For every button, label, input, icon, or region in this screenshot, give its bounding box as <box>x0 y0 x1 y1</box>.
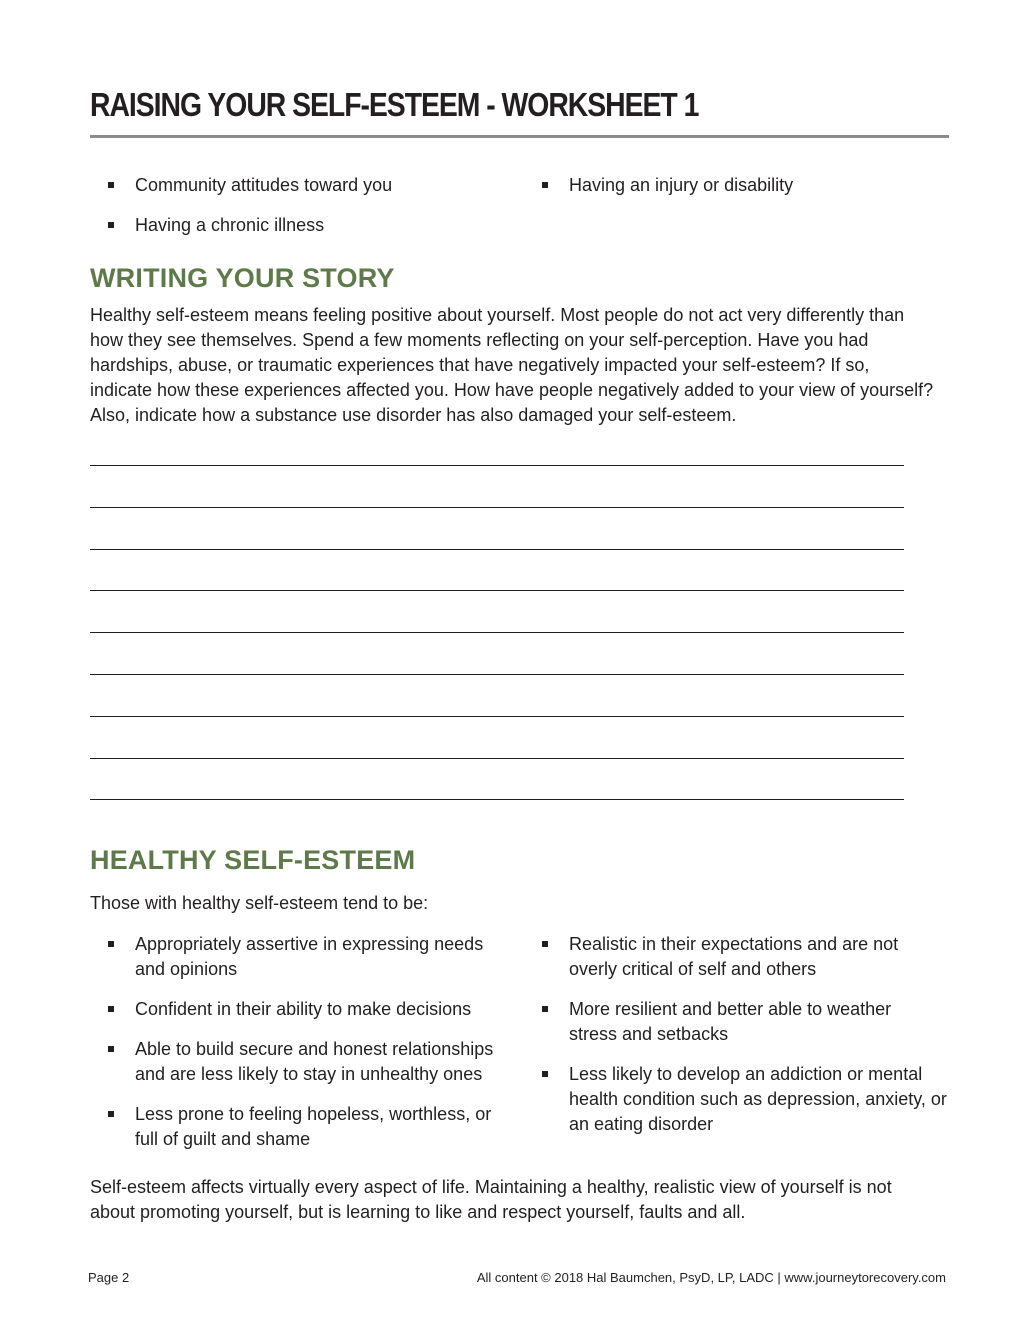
bullet-square-icon <box>542 1071 548 1077</box>
writing-story-instructions: Healthy self-esteem means feeling positive about yourself. Most people do not act very differently than how they see themselves. Spend a few moments reflecting on your self-perception. Have you had hardships, abuse, or traumatic experiences that have negatively impacted your self-esteem? If so, indicate how these experiences affected you. How have people negatively added to your view of yourself? Also, indicate how a substance use disorder has also damaged your self-esteem. <box>90 305 934 425</box>
bullet-square-icon <box>108 941 114 947</box>
writing-line[interactable] <box>90 799 904 800</box>
bullet-square-icon <box>108 1006 114 1012</box>
bullet-square-icon <box>542 182 548 188</box>
writing-line[interactable] <box>90 549 904 550</box>
bullet-square-icon <box>542 941 548 947</box>
page-number: Page 2 <box>88 1270 130 1285</box>
writing-line[interactable] <box>90 590 904 591</box>
footer-credit: All content © 2018 Hal Baumchen, PsyD, LP, LADC | www.journeytorecovery.com <box>476 1270 946 1285</box>
bullet-square-icon <box>108 182 114 188</box>
writing-line[interactable] <box>90 758 904 759</box>
bullet-square-icon <box>542 1006 548 1012</box>
worksheet-title: RAISING YOUR SELF-ESTEEM - WORKSHEET 1 <box>90 86 699 123</box>
writing-line[interactable] <box>90 465 904 466</box>
closing-paragraph: Self-esteem affects virtually every aspect of life. Maintaining a healthy, realistic view of yourself is not about promoting yourself, but is learning to like and respect yourself, faults and all. <box>90 1177 892 1222</box>
writing-line[interactable] <box>90 716 904 717</box>
writing-story-heading: WRITING YOUR STORY <box>90 263 395 293</box>
title-divider <box>90 135 949 138</box>
bullet-square-icon <box>108 1111 114 1117</box>
healthy-intro: Those with healthy self-esteem tend to be: <box>90 893 429 913</box>
writing-line[interactable] <box>90 507 904 508</box>
bullet-square-icon <box>108 1046 114 1052</box>
healthy-self-esteem-heading: HEALTHY SELF-ESTEEM <box>90 845 416 875</box>
writing-line[interactable] <box>90 674 904 675</box>
writing-line[interactable] <box>90 632 904 633</box>
bullet-square-icon <box>108 222 114 228</box>
